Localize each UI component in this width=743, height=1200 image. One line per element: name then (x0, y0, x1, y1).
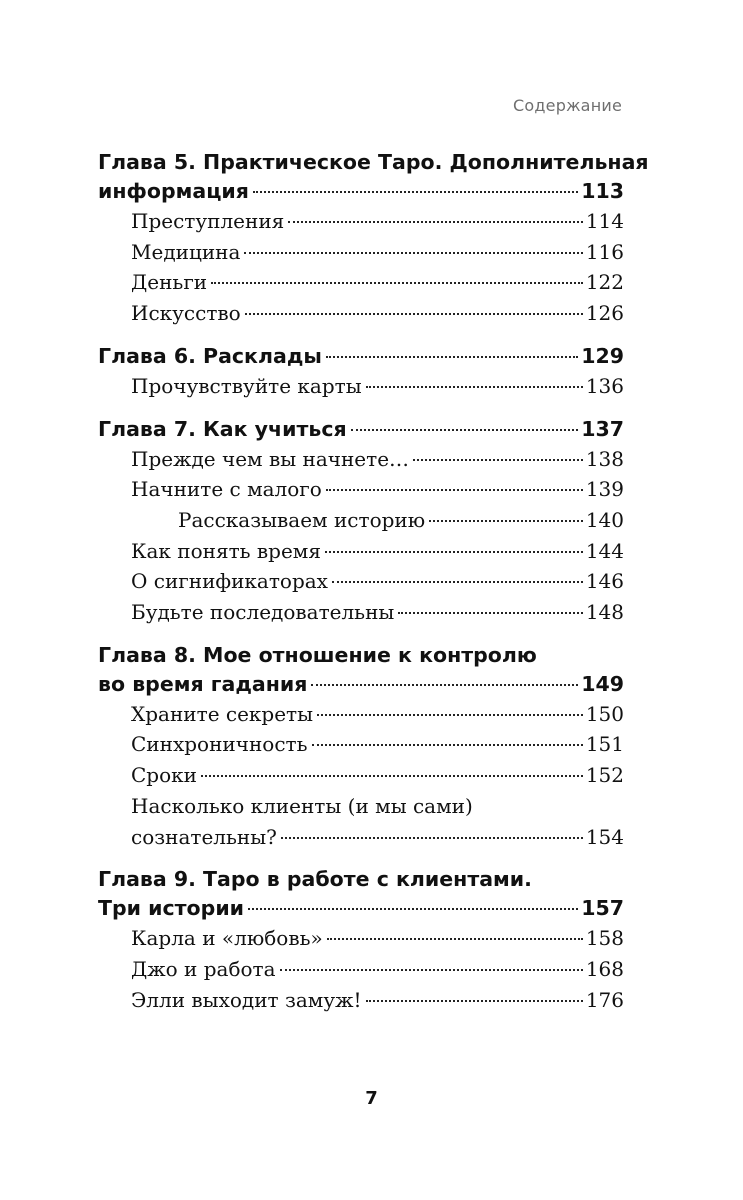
dot-leader (327, 938, 583, 940)
page-number: 113 (581, 179, 624, 203)
toc-entry[interactable] (98, 444, 624, 475)
toc-entry-wrapped[interactable] (98, 791, 624, 852)
chapter-entry[interactable] (98, 894, 624, 923)
entry-label: Преступления (131, 209, 285, 233)
toc-entry[interactable] (98, 298, 624, 329)
dot-leader (312, 744, 583, 746)
dot-leader (281, 837, 583, 839)
chapter-entry[interactable] (98, 670, 624, 699)
dot-leader (288, 221, 583, 223)
entry-label: Как понять время (131, 538, 321, 563)
page-number: 126 (585, 301, 624, 326)
page-number: 122 (585, 270, 624, 295)
entry-label: Элли выходит замуж! (131, 987, 362, 1012)
dot-leader (351, 429, 579, 431)
page-number: 176 (585, 987, 624, 1012)
chapter-title: Глава 9. Таро в работе с клиентами. (98, 867, 532, 892)
chapter-title-end: информация (98, 179, 249, 203)
chapter-title: Глава 7. Как учиться (98, 416, 347, 441)
entry-label: Искусство (131, 301, 241, 326)
chapter-title-end: во время гадания (98, 671, 308, 696)
dot-leader (253, 191, 578, 193)
toc-entry[interactable] (98, 206, 624, 237)
dot-leader (245, 313, 583, 315)
entry-label: Храните секреты (131, 701, 314, 726)
toc-entry[interactable] (98, 597, 624, 628)
entry-label: Насколько клиенты (и мы сами) (131, 793, 473, 818)
page-number: 149 (581, 671, 624, 696)
page-number-footer: 7 (365, 1088, 378, 1109)
dot-leader (326, 489, 583, 491)
entry-label: Будьте последовательны (131, 600, 395, 625)
page-number: 116 (585, 239, 624, 264)
dot-leader (280, 969, 583, 971)
page-number: 150 (585, 701, 624, 726)
entry-label-continued (131, 822, 624, 853)
chapter-9 (98, 865, 624, 1015)
dot-leader (326, 356, 578, 358)
chapter-entry[interactable] (98, 342, 624, 371)
page-number: 138 (585, 446, 624, 471)
page-number: 151 (585, 732, 624, 757)
toc-entry[interactable] (98, 566, 624, 597)
dot-leader (429, 520, 583, 522)
chapter-title: Глава 6. Расклады (98, 343, 322, 368)
dot-leader (413, 459, 583, 461)
entry-label-end: сознательны? (131, 824, 277, 849)
page-number: 158 (585, 926, 624, 951)
entry-label: Карла и «любовь» (131, 926, 323, 951)
toc-entry[interactable] (98, 267, 624, 298)
entry-label: Джо и работа (131, 956, 276, 981)
dot-leader (211, 282, 583, 284)
page-number: 154 (585, 824, 624, 849)
toc-entry[interactable] (98, 923, 624, 954)
page-number: 146 (585, 569, 624, 594)
entry-label: Медицина (131, 239, 241, 264)
page-number: 148 (585, 600, 624, 625)
entry-label: О сигнификаторах (131, 569, 328, 594)
entry-label: Деньги (131, 270, 208, 295)
toc-entry-nested[interactable] (98, 505, 624, 536)
chapter-title-end: Три истории (98, 896, 245, 921)
entry-label: Прочувствуйте карты (131, 373, 362, 398)
entry-label: Рассказываем историю (178, 507, 426, 532)
chapter-title: Глава 5. Практическое Таро. Дополнительная (98, 150, 649, 174)
page-number: 140 (585, 507, 624, 532)
table-of-contents (98, 148, 649, 1028)
dot-leader (366, 1000, 583, 1002)
page-number: 168 (585, 956, 624, 981)
dot-leader (317, 714, 583, 716)
toc-entry[interactable] (98, 371, 624, 402)
dot-leader (201, 775, 583, 777)
chapter-8 (98, 641, 624, 853)
page-number: 152 (585, 763, 624, 788)
page-number: 137 (581, 416, 624, 441)
page-number: 129 (581, 343, 624, 368)
page-number: 136 (585, 373, 624, 398)
page-number: 144 (585, 538, 624, 563)
chapter-6 (98, 342, 624, 402)
toc-entry[interactable] (98, 699, 624, 730)
dot-leader (366, 386, 583, 388)
toc-entry[interactable] (98, 760, 624, 791)
chapter-5 (98, 148, 649, 329)
dot-leader (311, 684, 578, 686)
toc-entry[interactable] (98, 729, 624, 760)
entry-label: Прежде чем вы начнете… (131, 446, 410, 471)
dot-leader (398, 612, 582, 614)
entry-label: Сроки (131, 763, 197, 788)
toc-entry[interactable] (98, 474, 624, 505)
chapter-entry[interactable] (98, 415, 624, 444)
chapter-7 (98, 415, 624, 628)
toc-entry[interactable] (98, 536, 624, 567)
entry-label: Начните с малого (131, 477, 322, 502)
toc-entry[interactable] (98, 237, 624, 268)
running-head: Содержание (513, 96, 622, 115)
page-number: 139 (585, 477, 624, 502)
page-number: 114 (585, 209, 624, 233)
dot-leader (244, 252, 582, 254)
chapter-title: Глава 8. Мое отношение к контролю (98, 642, 537, 667)
toc-entry[interactable] (98, 954, 624, 985)
dot-leader (332, 581, 583, 583)
page-number: 157 (581, 896, 624, 921)
chapter-entry[interactable] (98, 177, 624, 206)
dot-leader (325, 551, 583, 553)
entry-label: Синхроничность (131, 732, 308, 757)
dot-leader (248, 908, 578, 910)
toc-entry[interactable] (98, 985, 624, 1016)
